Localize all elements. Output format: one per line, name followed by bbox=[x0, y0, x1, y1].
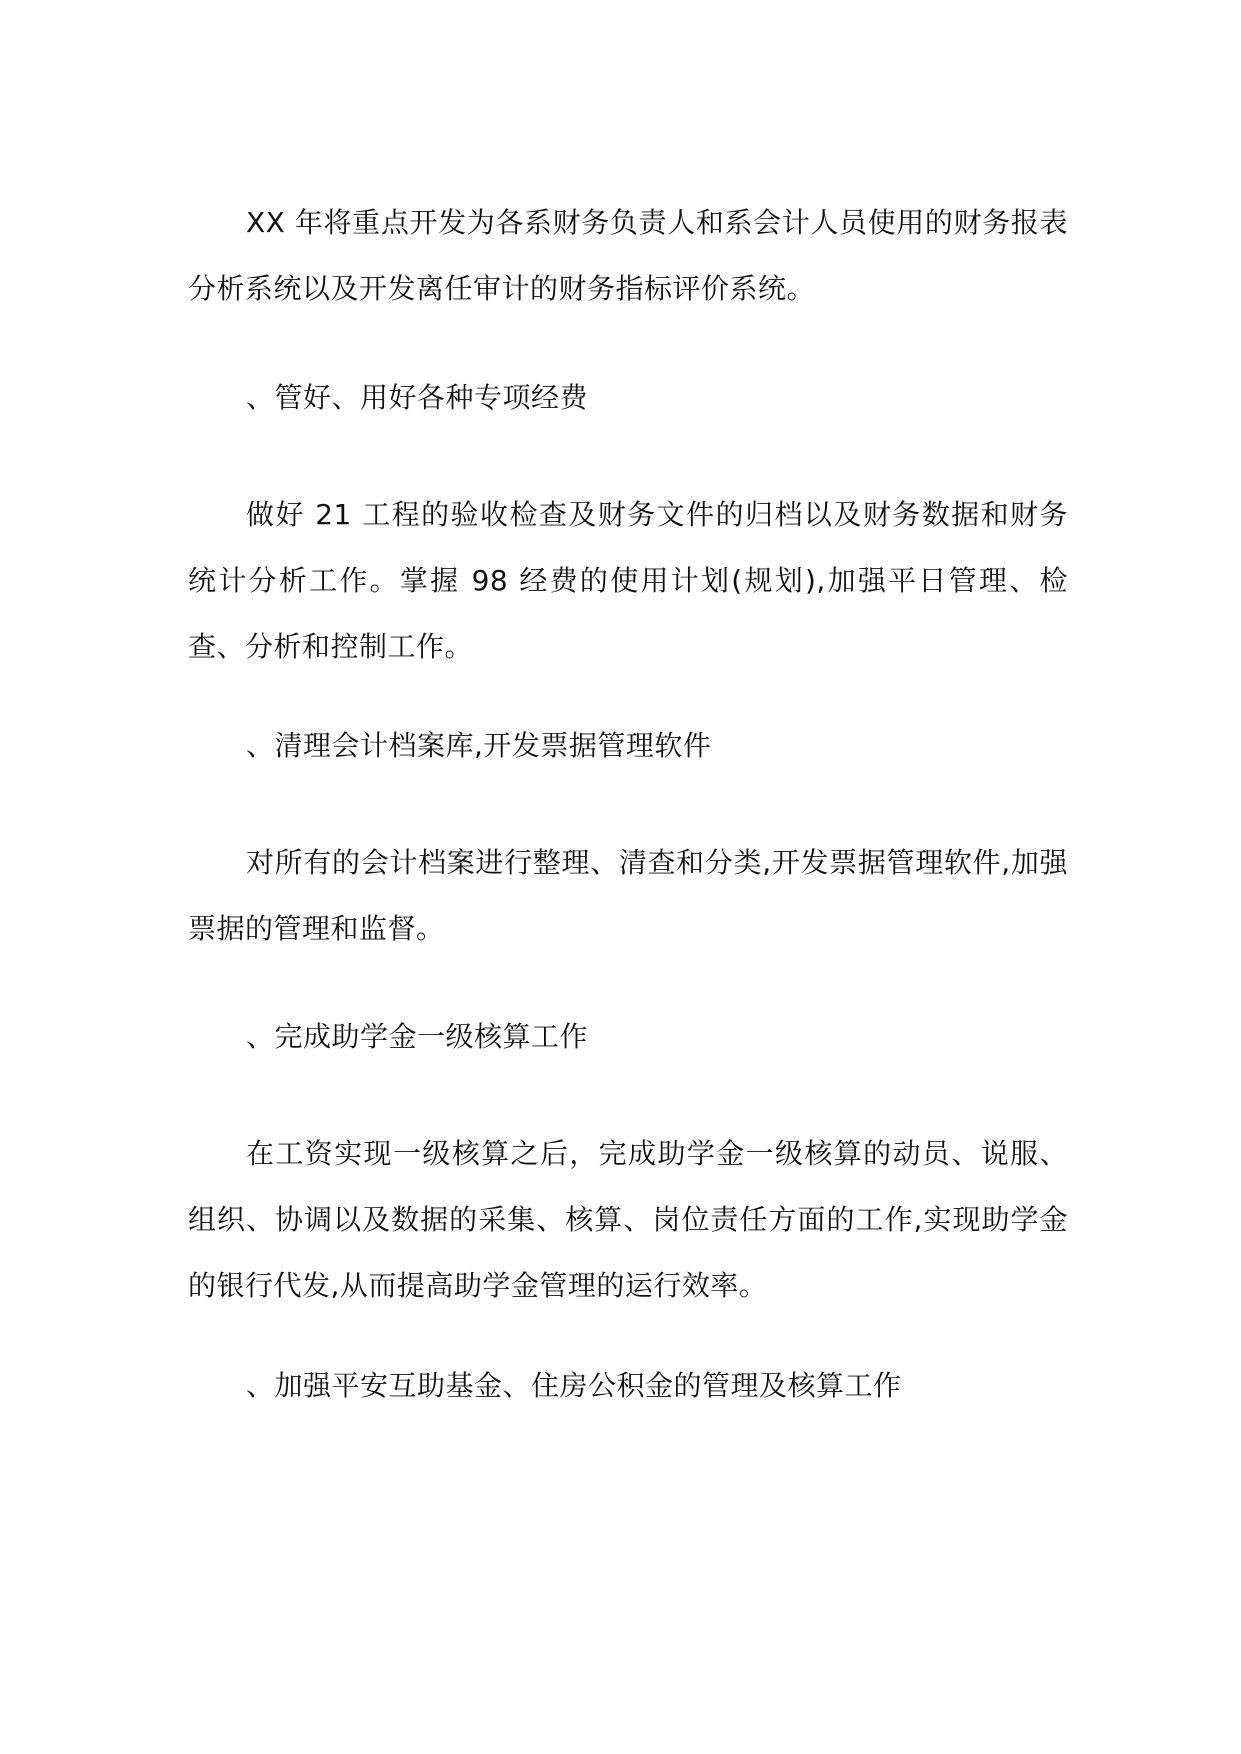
heading-mutual-fund: 、加强平安互助基金、住房公积金的管理及核算工作 bbox=[246, 1369, 902, 1402]
heading-special-funds: 、管好、用好各种专项经费 bbox=[246, 381, 589, 414]
paragraph-report-system: XX 年将重点开发为各系财务负责人和系会计人员使用的财务报表分析系统以及开发离任审计的财务指标评价系统。 bbox=[188, 206, 1068, 305]
paragraph-archives: 对所有的会计档案进行整理、清查和分类,开发票据管理软件,加强票据的管理和监督。 bbox=[188, 846, 1068, 945]
paragraph-special-funds: 做好 21 工程的验收检查及财务文件的归档以及财务数据和财务统计分析工作。掌握 98 经费的使用计划(规划),加强平日管理、检查、分析和控制工作。 bbox=[188, 498, 1068, 663]
paragraph-scholarship: 在工资实现一级核算之后，完成助学金一级核算的动员、说服、组织、协调以及数据的采集、核算、岗位责任方面的工作,实现助学金的银行代发,从而提高助学金管理的运行效率。 bbox=[188, 1137, 1068, 1302]
heading-archives: 、清理会计档案库,开发票据管理软件 bbox=[246, 729, 712, 762]
heading-scholarship: 、完成助学金一级核算工作 bbox=[246, 1020, 589, 1053]
